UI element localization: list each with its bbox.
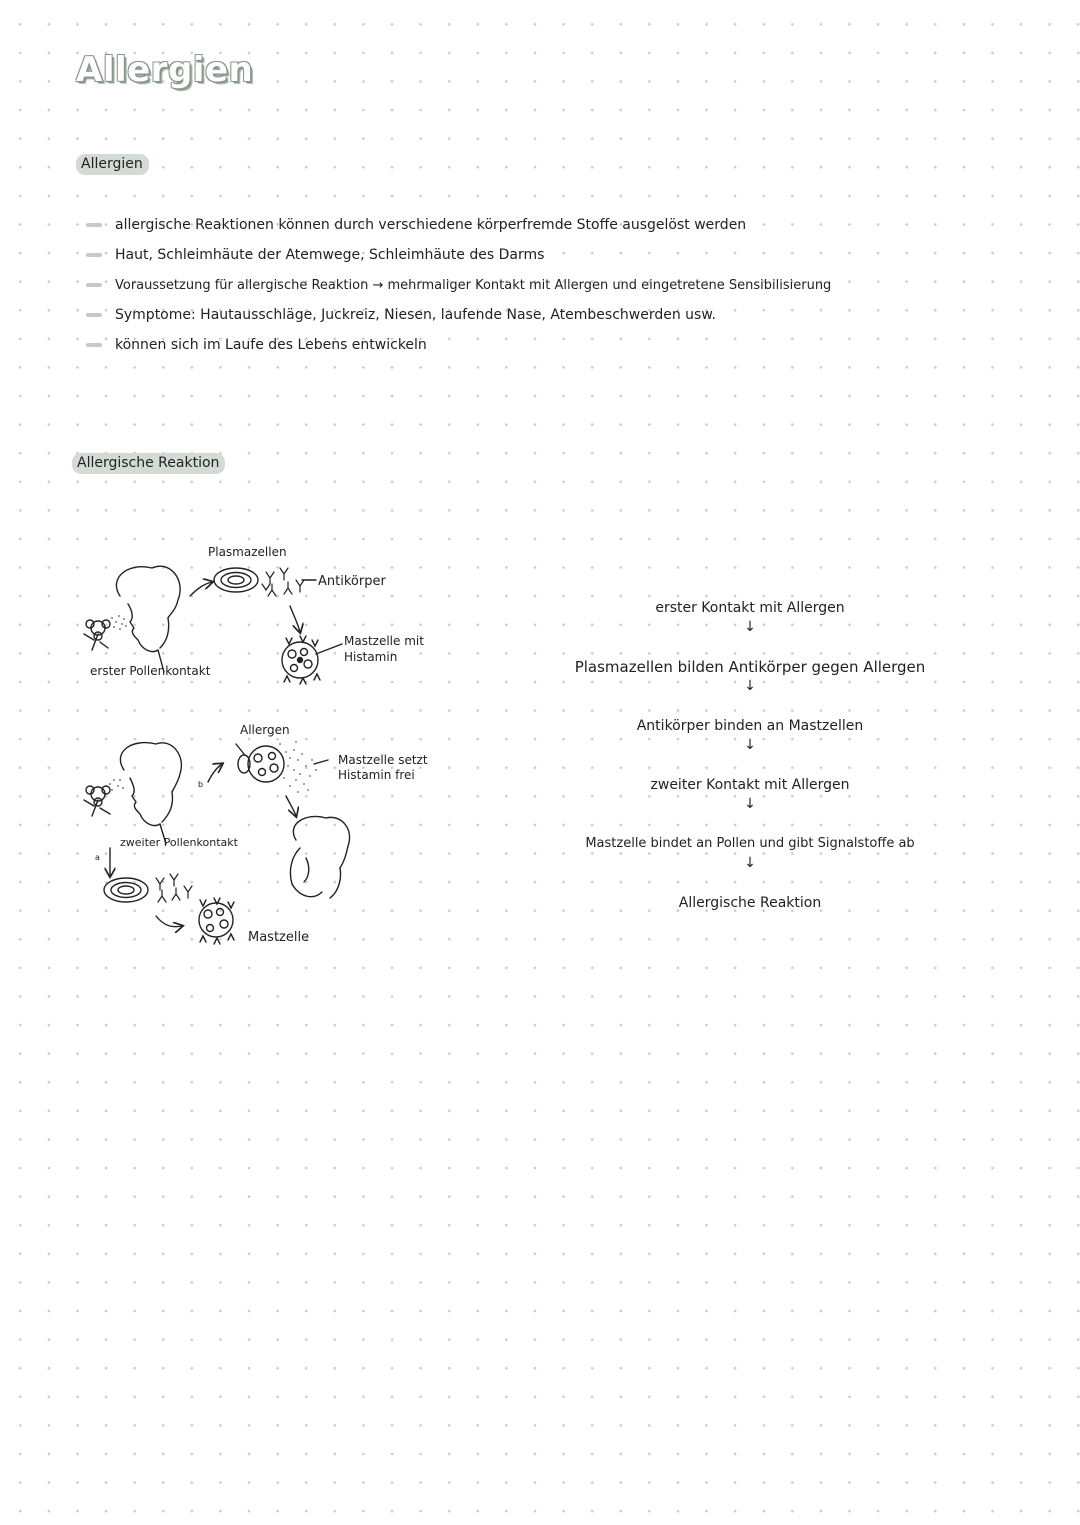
reaction-flow (570, 596, 930, 915)
list-item-text: Voraussetzung für allergische Reaktion → mehrmaliger Kontakt mit Allergen und eingetretene Sensibilisierung (115, 277, 832, 293)
list-item-text: allergische Reaktionen können durch verschiedene körperfremde Stoffe ausgelöst werden (115, 217, 747, 233)
label-plasmazellen: Plasmazellen (208, 545, 287, 559)
antibody-icons (262, 568, 304, 596)
down-arrow-icon: ↓ (744, 619, 756, 635)
flow-step: zweiter Kontakt mit Allergen (650, 777, 850, 793)
flow-step: Plasmazellen bilden Antikörper gegen Allergen (574, 658, 926, 676)
antibody-icons (156, 874, 192, 902)
label-histamin: Histamin (344, 650, 398, 664)
down-arrow-icon: ↓ (744, 796, 756, 812)
section-tag-allergien: Allergien (76, 154, 149, 175)
list-item-text: Symptome: Hautausschläge, Juckreiz, Niesen, laufende Nase, Atembeschwerden usw. (115, 307, 716, 323)
section-tag-allergische-reaktion: Allergische Reaktion (72, 453, 225, 474)
label-mastzelle-setzt: Mastzelle setzt (338, 753, 428, 767)
label-zweiter-pollenkontakt: zweiter Pollenkontakt (120, 836, 238, 849)
marker-b: b (198, 780, 204, 789)
pollen-dots (109, 779, 124, 791)
list-item-text: Haut, Schleimhäute der Atemwege, Schleimhäute des Darms (115, 247, 545, 263)
marker-a: a (95, 853, 100, 862)
person-head-icon (116, 566, 180, 672)
histamin-release-dots (279, 741, 317, 793)
flow-step: erster Kontakt mit Allergen (655, 600, 845, 616)
down-arrow-icon: ↓ (744, 855, 756, 871)
label-mastzelle: Mastzelle (248, 930, 310, 945)
flow-step: Mastzelle bindet an Pollen und gibt Signalstoffe ab (585, 836, 915, 851)
mast-cell-icon (199, 898, 234, 944)
label-mastzelle-mit: Mastzelle mit (344, 634, 424, 648)
flower-icon (84, 620, 110, 650)
down-arrow-icon: ↓ (744, 737, 756, 753)
flow-step: Allergische Reaktion (678, 895, 822, 911)
label-erster-pollenkontakt: erster Pollenkontakt (90, 664, 211, 678)
label-allergen: Allergen (240, 723, 290, 737)
page-title: Allergien (76, 50, 254, 90)
plasma-cell-icon (214, 568, 258, 592)
list-item-text: können sich im Laufe des Lebens entwickeln (115, 337, 427, 353)
label-histamin-frei: Histamin frei (338, 768, 415, 782)
pollen-dots (111, 615, 127, 630)
sneezing-person-icon (290, 816, 349, 898)
mast-cell-icon (282, 636, 320, 684)
plasma-cell-icon (104, 878, 148, 902)
label-antikoerper: Antikörper (318, 574, 386, 589)
flow-step: Antikörper binden an Mastzellen (636, 718, 864, 734)
person-head-icon (120, 743, 181, 844)
flower-icon (84, 786, 110, 816)
mast-cell-pollen-icon (238, 746, 284, 782)
down-arrow-icon: ↓ (744, 678, 756, 694)
